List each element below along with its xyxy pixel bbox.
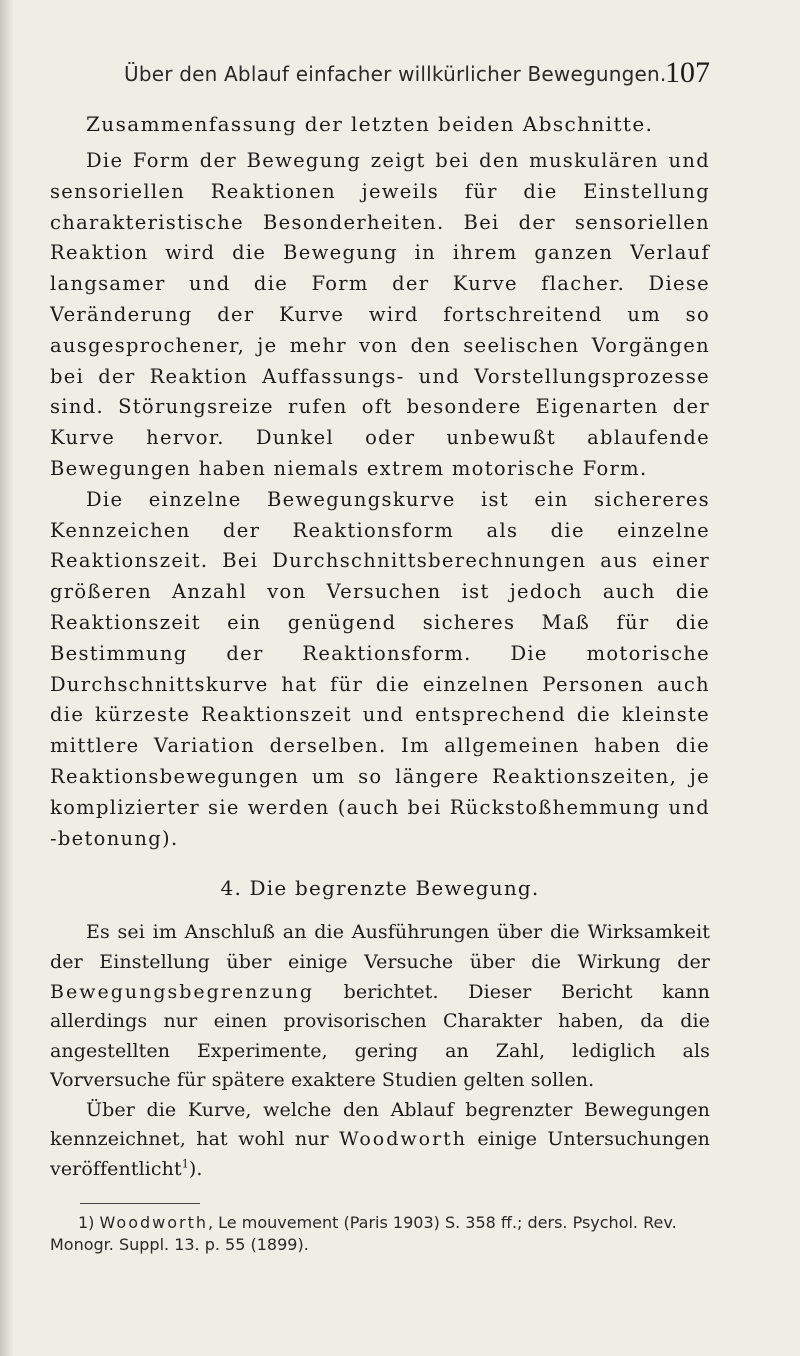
summary-paragraph-2: Die einzelne Bewegungskurve ist ein sichereres Kennzeichen der Reaktionsform als die einzelne Reaktionszeit. Bei Durchschnittsberechnungen aus einer größeren Anzahl von Versuchen ist jedoch auch die Reaktionszeit ein genügend sicheres Maß für die Bestimmung der Reaktionsform. Die motorische Durchschnittskurve hat für die einzelnen Personen auch die kürzeste Reaktionszeit und entsprechend die kleinste mittlere Variation derselben. Im allgemeinen haben die Reaktionsbewegungen um so längere Reaktionszeiten, je komplizierter sie werden (auch bei Rückstoßhemmung und -betonung). <box>50 487 710 850</box>
footnote-marker: 1) <box>78 1212 95 1232</box>
summary-paragraph-1: Die Form der Bewegung zeigt bei den muskulären und sensoriellen Reaktionen jeweils für die Einstellung charakteristische Besonderheiten. Bei der sensoriellen Reaktion wird die Bewegung in ihrem ganzen Verlauf langsamer und die Form der Kurve flacher. Diese Veränderung der Kurve wird fortschreitend um so ausgesprochener, je mehr von den seelischen Vorgängen bei der Reaktion Auffassungs- und Vorstellungsprozesse sind. Störungsreize rufen oft besondere Eigenarten der Kurve hervor. Dunkel oder unbewußt ablaufende Bewegungen haben niemals extrem motorische Form. <box>50 149 710 480</box>
footnote-author: Woodworth <box>99 1212 208 1232</box>
footnote-reference[interactable]: 1 <box>181 1157 189 1171</box>
running-header <box>70 56 710 96</box>
page-edge-shadow <box>0 0 14 1356</box>
footnote <box>50 1212 710 1256</box>
page-number: 107 <box>665 56 710 89</box>
section-paragraph-2-middle: einige Untersuchungen veröffentlicht <box>50 1128 710 1181</box>
section-heading: 4. Die begrenzte Bewegung. <box>220 876 540 901</box>
section-paragraph-2-start: Über die Kurve, welche den Ablauf begrenzter Bewegungen kennzeichnet, hat wohl nur <box>50 1098 710 1151</box>
page-body <box>50 112 710 1256</box>
section-paragraph-2-end: ). <box>188 1158 203 1181</box>
footnote-text: , Le mouvement (Paris 1903) S. 358 ff.; ders. Psychol. Rev. Monogr. Suppl. 13. p. 55 (1899). <box>50 1212 677 1254</box>
summary-heading: Zusammenfassung der letzten beiden Abschnitte. <box>86 112 654 136</box>
emphasized-term: Bewegungsbegrenzung <box>50 980 315 1003</box>
section-paragraph-1 <box>50 918 710 1096</box>
section-paragraph-1-end: berichtet. Dieser Bericht kann allerdings nur einen provisorischen Charakter haben, da die angestellten Experimente, gering an Zahl, lediglich als Vorversuche für spätere exaktere Studien gelten sollen. <box>50 980 710 1092</box>
footnote-divider <box>80 1203 200 1204</box>
running-header-title: Über den Ablauf einfacher willkürlicher Bewegungen. <box>124 62 667 86</box>
section-paragraph-2 <box>50 1096 710 1185</box>
section-paragraph-1-start: Es sei im Anschluß an die Ausführungen über die Wirksamkeit der Einstellung über einige Versuche über die Wirkung der <box>50 921 710 973</box>
author-name: Woodworth <box>339 1128 468 1151</box>
